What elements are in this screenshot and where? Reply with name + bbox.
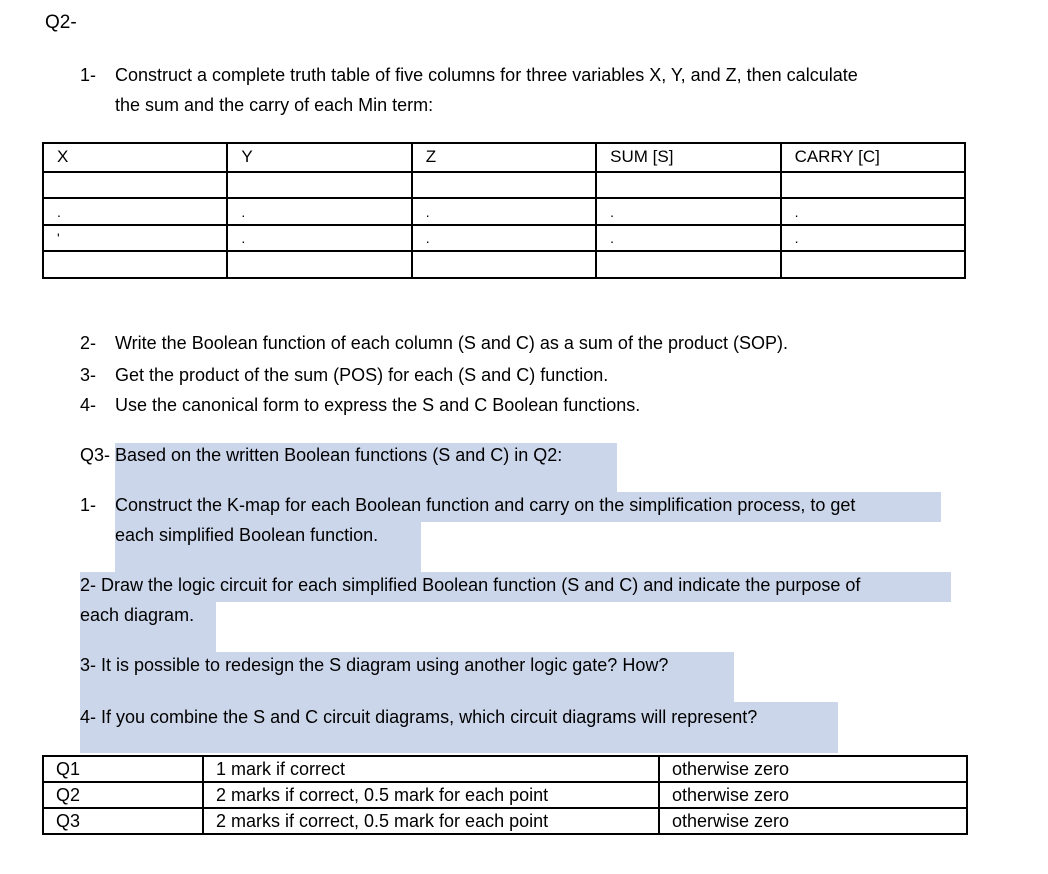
table-cell [596,251,780,278]
header-carry: CARRY [C] [781,143,965,172]
table-cell: . [596,198,780,225]
table-cell: . [43,198,227,225]
table-cell [412,172,596,199]
table-cell [781,172,965,199]
q2-item1-line2: the sum and the carry of each Min term: [115,95,434,115]
table-cell [781,251,965,278]
header-z: Z [412,143,596,172]
table-cell: . [227,225,411,252]
table-cell [43,172,227,199]
table-cell [227,172,411,199]
truth-table [42,142,966,279]
marks-question: Q3 [43,808,203,834]
marks-criteria: 2 marks if correct, 0.5 mark for each point [203,808,659,834]
q3-item1-line1: Construct the K-map for each Boolean function and carry on the simplification process, to get [115,495,856,515]
marks-note: otherwise zero [659,756,967,782]
q3-item3: 3- It is possible to redesign the S diagram using another logic gate? How? [80,655,669,675]
q3-item1-line2: each simplified Boolean function. [115,525,379,545]
table-row [43,808,967,834]
table-row [43,225,965,252]
q2-item1-number: 1- [80,65,97,85]
table-cell: . [596,225,780,252]
table-cell [227,251,411,278]
marks-criteria: 2 marks if correct, 0.5 mark for each point [203,782,659,808]
marks-table [42,755,968,835]
marks-question: Q1 [43,756,203,782]
q2-heading: Q2- [45,12,77,33]
marks-note: otherwise zero [659,782,967,808]
table-cell: ' [43,225,227,252]
marks-note: otherwise zero [659,808,967,834]
marks-criteria: 1 mark if correct [203,756,659,782]
q2-item4-text: Use the canonical form to express the S and C Boolean functions. [115,395,641,415]
table-row [43,172,965,199]
q2-item3-text: Get the product of the sum (POS) for each (S and C) function. [115,365,609,385]
table-cell [412,251,596,278]
table-cell: . [781,198,965,225]
q2-item2-text: Write the Boolean function of each column (S and C) as a sum of the product (SOP). [115,333,789,353]
q2-item4-number: 4- [80,395,97,415]
table-cell: . [412,225,596,252]
marks-question: Q2 [43,782,203,808]
table-cell: . [227,198,411,225]
header-y: Y [227,143,411,172]
table-row [43,756,967,782]
table-row [43,251,965,278]
table-cell: . [781,225,965,252]
q3-title: Based on the written Boolean functions (S and C) in Q2: [115,445,563,465]
header-x: X [43,143,227,172]
q3-item1-number: 1- [80,495,97,515]
q3-prefix: Q3- [80,445,116,465]
q3-item4: 4- If you combine the S and C circuit diagrams, which circuit diagrams will represent? [80,707,758,727]
q2-item1-line1: Construct a complete truth table of five columns for three variables X, Y, and Z, then calculate [115,65,858,85]
header-sum: SUM [S] [596,143,780,172]
q3-heading [80,440,562,470]
table-cell: . [412,198,596,225]
truth-table-header-row [43,143,965,172]
table-cell [596,172,780,199]
table-cell [43,251,227,278]
q3-item2-line2: each diagram. [80,605,195,625]
table-row [43,782,967,808]
q3-item2-line1: 2- Draw the logic circuit for each simplified Boolean function (S and C) and indicate the purpose of [80,575,861,595]
q2-item2-number: 2- [80,333,97,353]
q2-item3-number: 3- [80,365,97,385]
table-row [43,198,965,225]
